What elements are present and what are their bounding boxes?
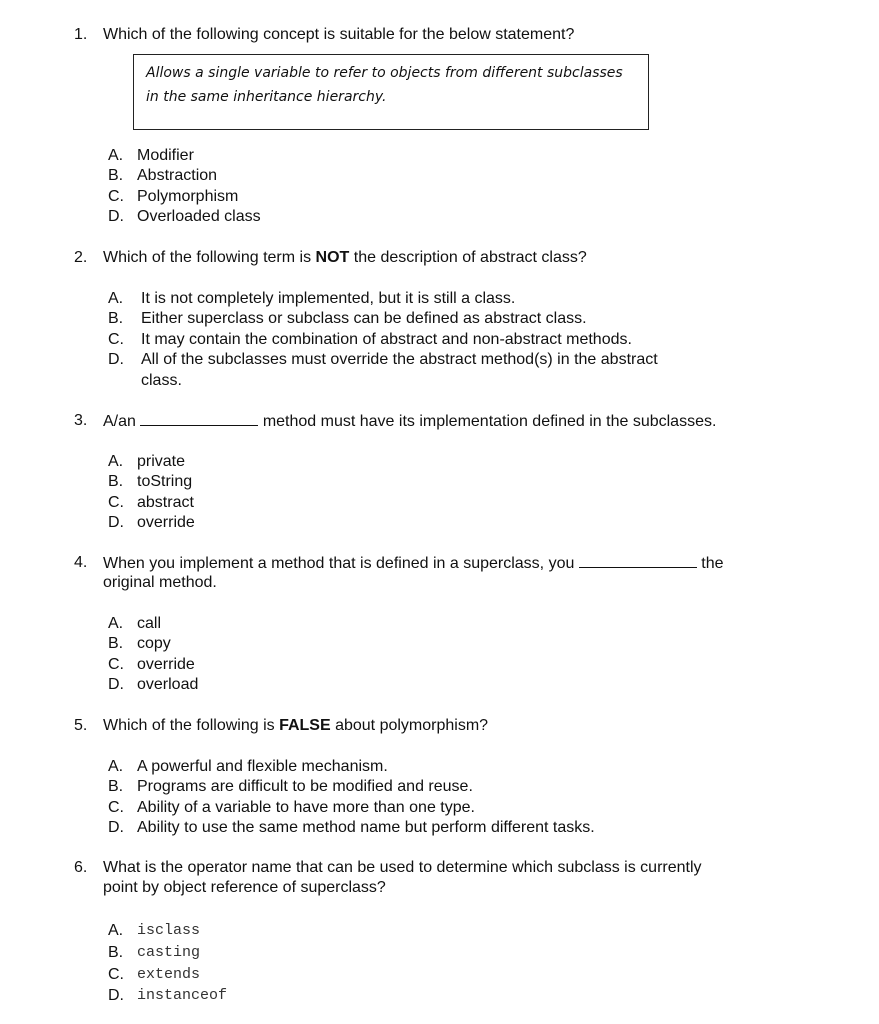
option-a — [108, 614, 828, 634]
option-letter: A. — [108, 615, 124, 632]
options-list — [108, 289, 828, 391]
option-letter: C. — [108, 655, 124, 673]
statement-line: in the same inheritance hierarchy. — [146, 89, 387, 105]
option-text: Polymorphism — [137, 187, 239, 205]
question-2 — [74, 248, 854, 268]
option-c — [108, 187, 828, 207]
option-letter: C. — [108, 965, 124, 983]
options-list — [108, 920, 828, 1007]
option-b — [108, 472, 828, 492]
question-4 — [74, 553, 854, 593]
question-3 — [74, 411, 854, 431]
option-d — [108, 207, 828, 227]
question-number: 2. — [74, 249, 88, 266]
option-letter: D. — [108, 676, 124, 694]
option-c — [108, 964, 828, 986]
emphasis-text: FALSE — [279, 717, 331, 734]
option-text: private — [137, 453, 186, 470]
option-d — [108, 985, 828, 1007]
statement-box — [133, 54, 649, 130]
option-letter: A. — [108, 147, 124, 164]
option-letter: B. — [108, 473, 124, 491]
option-text: copy — [137, 635, 171, 653]
option-letter: A. — [108, 758, 124, 775]
question-1 — [74, 25, 854, 45]
option-a — [108, 452, 828, 472]
statement-line: Allows a single variable to refer to objects from different subclasses — [146, 65, 623, 81]
option-letter: B. — [108, 635, 124, 653]
option-b — [108, 634, 828, 654]
option-text-continued: class. — [141, 371, 182, 389]
option-c — [108, 493, 828, 513]
question-text-continued: point by object reference of superclass? — [103, 879, 386, 896]
option-text: call — [137, 615, 162, 632]
option-d — [108, 513, 828, 533]
question-number: 1. — [74, 26, 88, 43]
fill-in-blank — [140, 411, 258, 426]
option-text: extends — [137, 965, 201, 983]
option-letter: A. — [108, 922, 124, 939]
question-number: 5. — [74, 717, 88, 734]
fill-in-blank — [579, 553, 697, 568]
question-text-continued: original method. — [103, 574, 217, 591]
question-text: A/an method must have its implementation defined in the subclasses. — [103, 413, 717, 430]
option-letter: C. — [108, 798, 124, 816]
option-b — [108, 309, 828, 329]
emphasis-text: NOT — [315, 249, 350, 266]
options-list — [108, 614, 828, 696]
option-text: It is not completely implemented, but it is still a class. — [141, 290, 516, 307]
option-text: override — [137, 655, 195, 673]
option-c — [108, 655, 828, 675]
option-text: override — [137, 514, 195, 532]
option-text: All of the subclasses must override the abstract method(s) in the abstract — [141, 351, 658, 369]
option-b — [108, 166, 828, 186]
option-text: Ability to use the same method name but perform different tasks. — [137, 819, 595, 837]
option-text: isclass — [137, 922, 201, 939]
question-text: Which of the following term is NOT the description of abstract class? — [103, 249, 587, 266]
option-text: toString — [137, 473, 193, 491]
option-text: Ability of a variable to have more than one type. — [137, 798, 475, 816]
option-text: Either superclass or subclass can be defined as abstract class. — [141, 310, 587, 328]
option-a — [108, 757, 828, 777]
option-letter: B. — [108, 778, 124, 796]
option-text: abstract — [137, 493, 194, 511]
option-letter: C. — [108, 493, 124, 511]
question-5 — [74, 716, 854, 736]
option-letter: B. — [108, 167, 124, 185]
option-letter: D. — [108, 987, 124, 1005]
option-letter: A. — [108, 453, 124, 470]
question-text: Which of the following concept is suitable for the below statement? — [103, 26, 575, 43]
option-letter: D. — [108, 351, 124, 369]
option-c — [108, 798, 828, 818]
option-b — [108, 777, 828, 797]
option-letter: D. — [108, 819, 124, 837]
option-text: Abstraction — [137, 167, 218, 185]
option-d — [108, 350, 828, 370]
option-letter: D. — [108, 208, 124, 226]
option-text: casting — [137, 943, 201, 961]
options-list — [108, 452, 828, 534]
option-letter: A. — [108, 290, 124, 307]
option-d — [108, 675, 828, 695]
option-letter: B. — [108, 310, 124, 328]
option-text: A powerful and flexible mechanism. — [137, 758, 388, 775]
option-text: It may contain the combination of abstract and non-abstract methods. — [141, 330, 632, 348]
option-letter: C. — [108, 330, 124, 348]
option-text: Overloaded class — [137, 208, 261, 226]
option-a — [108, 146, 828, 166]
question-text: Which of the following is FALSE about polymorphism? — [103, 717, 489, 734]
option-text: Modifier — [137, 147, 194, 164]
question-number: 3. — [74, 412, 88, 429]
question-number: 6. — [74, 859, 88, 876]
option-text: instanceof — [137, 987, 228, 1005]
option-a — [108, 289, 828, 309]
option-letter: D. — [108, 514, 124, 532]
options-list — [108, 757, 828, 839]
question-6 — [74, 858, 854, 898]
option-text: overload — [137, 676, 199, 694]
options-list — [108, 146, 828, 228]
question-text: When you implement a method that is defined in a superclass, you the — [103, 555, 724, 572]
option-letter: C. — [108, 187, 124, 205]
option-text: Programs are difficult to be modified and reuse. — [137, 778, 473, 796]
question-text: What is the operator name that can be used to determine which subclass is currently — [103, 859, 702, 876]
option-b — [108, 942, 828, 964]
question-number: 4. — [74, 554, 88, 571]
option-d — [108, 818, 828, 838]
option-a — [108, 920, 828, 942]
option-letter: B. — [108, 943, 124, 961]
option-c — [108, 330, 828, 350]
